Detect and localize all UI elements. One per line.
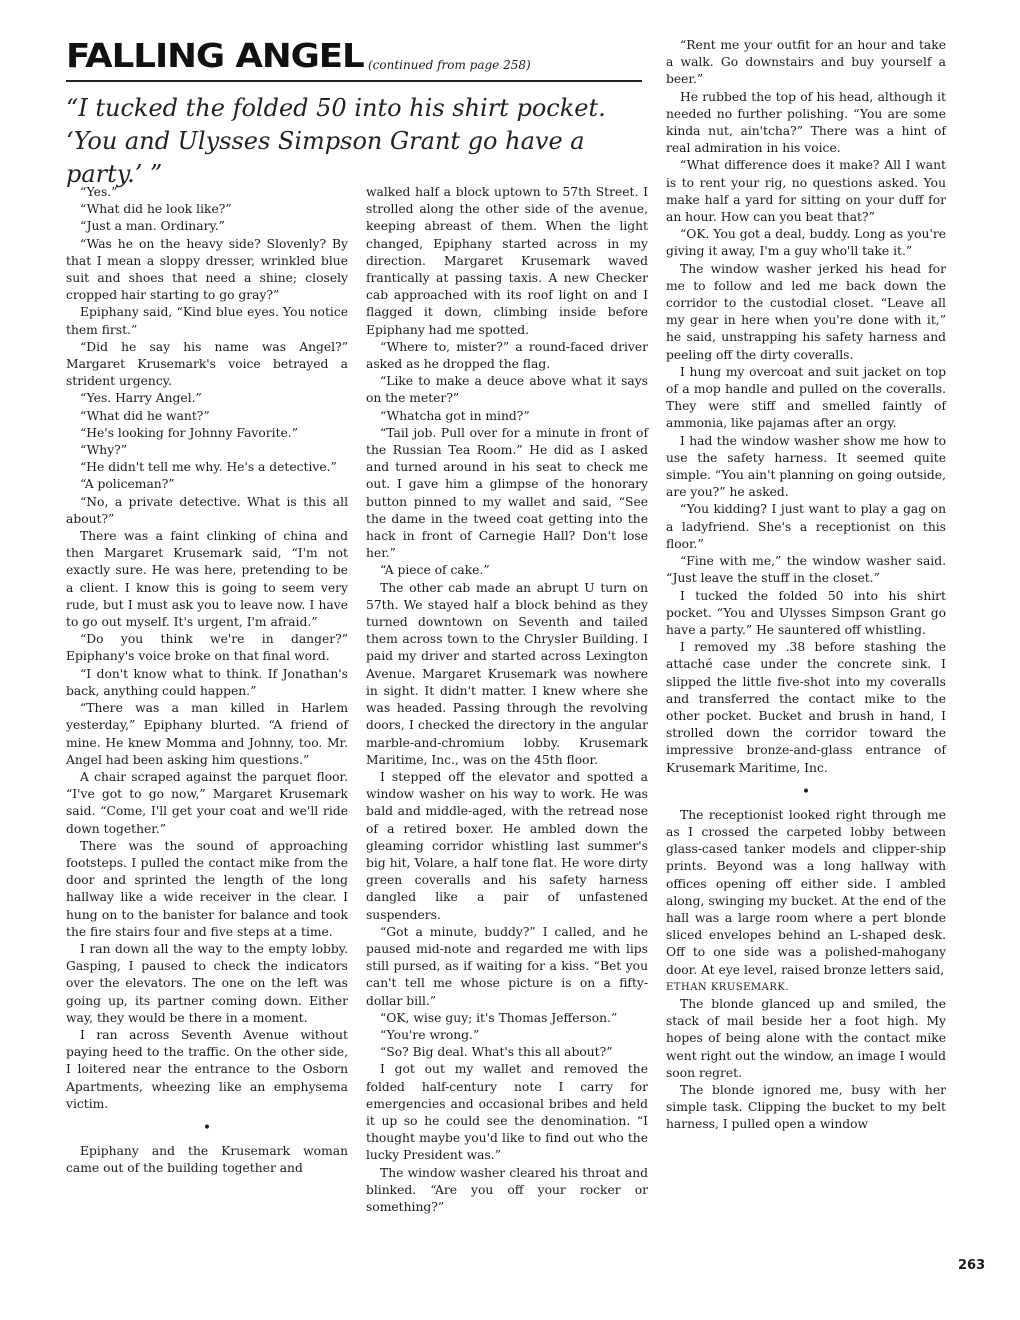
paragraph: He rubbed the top of his head, although it needed no further polishing. “You are some kinda nut, ain'tcha?” There was a hint of real admiration in his voice. (666, 89, 946, 156)
paragraph: The window washer jerked his head for me to follow and led me back down the corridor to the custodial closet. “Leave all my gear in here when you're done with it,” he said, unstrapping his safety harness and peeling off the dirty coveralls. (666, 261, 946, 362)
paragraph: The blonde glanced up and smiled, the stack of mail beside her a foot high. My hopes of being alone with the contact mike went right out the window, an image I would soon regret. (666, 996, 946, 1080)
column-3 (666, 37, 946, 1134)
paragraph: walked half a block uptown to 57th Street. I strolled along the other side of the avenue, keeping abreast of them. When the light changed, Epiphany started across in my direction. Margaret Krusemark waved frantically at passing taxis. A new Checker cab approached with its roof light on and I flagged it down, climbing inside before Epiphany had me spotted. (366, 185, 648, 337)
paragraph: I removed my .38 before stashing the attaché case under the concrete sink. I slipped the little five-shot into my coveralls and transferred the contact mike to the other pocket. Bucket and brush in hand, I strolled down the corridor toward the impressive bronze-and-glass entrance of Krusemark Maritime, Inc. (666, 640, 946, 775)
section-bullet: • (801, 783, 811, 800)
paragraph: “OK. You got a deal, buddy. Long as you're giving it away, I'm a guy who'll take it.” (666, 227, 946, 259)
paragraph: “Like to make a deuce above what it says on the meter?” (366, 374, 648, 406)
paragraph: “I don't know what to think. If Jonathan's back, anything could happen.” (66, 666, 348, 698)
paragraph: I had the window washer show me how to use the safety harness. It seemed quite simple. “You ain't planning on going outside, are you?” he asked. (666, 433, 946, 500)
paragraph: “Why?” (80, 443, 128, 458)
paragraph: “A piece of cake.” (380, 563, 490, 578)
paragraph: “What did he look like?” (80, 202, 232, 217)
paragraph: “Just a man. Ordinary.” (80, 219, 225, 234)
paragraph: “Rent me your outfit for an hour and take a walk. Go downstairs and buy yourself a beer.” (666, 38, 946, 87)
paragraph: “A policeman?” (80, 477, 175, 492)
paragraph: “Was he on the heavy side? Slovenly? By that I mean a sloppy dresser, wrinkled blue suit and shoes that need a shine; closely cropped hair starting to go gray?” (66, 236, 348, 303)
paragraph: “Where to, mister?” a round-faced driver asked as he dropped the flag. (366, 339, 648, 372)
paragraph: Epiphany and the Krusemark woman came out of the building together and (66, 1143, 348, 1176)
paragraph: There was the sound of approaching footsteps. I pulled the contact mike from the door and sprinted the length of the long hallway like a wide receiver in the clear. I hung on to the banister for balance and took the fire stairs four and five steps at a time. (66, 838, 348, 939)
paragraph: “Got a minute, buddy?” I called, and he paused mid-note and regarded me with lips still pursed, as if waiting for a kiss. “Bet you can't tell me whose picture is on a fifty-dollar bill.” (366, 924, 648, 1008)
paragraph: The other cab made an abrupt U turn on 57th. We stayed half a block behind as they turned downtown on Seventh and tailed them across town to the Chrysler Building. I paid my driver and started across Lexington Avenue. Margaret Krusemark was nowhere in sight. It didn't matter. I knew where she was headed. Passing through the revolving doors, I checked the directory in the angular marble-and-chromium lobby. Krusemark Maritime, Inc., was on the 45th floor. (366, 580, 648, 767)
paragraph: I ran down all the way to the empty lobby. Gasping, I paused to check the indicators over the elevators. The one on the left was going up, its partner coming down. Either way, they would be there in a moment. (66, 941, 348, 1025)
paragraph: “He didn't tell me why. He's a detective.” (80, 460, 337, 475)
paragraph: I ran across Seventh Avenue without paying heed to the traffic. On the other side, I loitered near the entrance to the Osborn Apartments, wheezing like an emphysema victim. (66, 1027, 348, 1111)
paragraph: “OK, wise guy; it's Thomas Jefferson.” (380, 1010, 618, 1025)
article-title: FALLING ANGEL (66, 36, 364, 75)
paragraph: I stepped off the elevator and spotted a window washer on his way to work. He was bald and middle-aged, with the retread nose of a retired boxer. He ambled down the gleaming corridor whistling last summer's big hit, Volare, a half tone flat. He wore dirty green coveralls and his safety harness dangled like a pair of unfastened suspenders. (366, 769, 648, 922)
header-rule (66, 80, 642, 82)
paragraph: The window washer cleared his throat and blinked. “Are you off your rocker or something?” (366, 1165, 648, 1214)
paragraph: “He's looking for Johnny Favorite.” (80, 425, 299, 440)
paragraph: “Yes.” (80, 185, 118, 199)
paragraph: “So? Big deal. What's this all about?” (380, 1045, 613, 1060)
paragraph: I got out my wallet and removed the folded half-century note I carry for emergencies and occasional bribes and held it up so he could see the denomination. “I thought maybe you'd like to find out who the lucky President was.” (366, 1062, 648, 1163)
paragraph: “No, a private detective. What is this all about?” (66, 494, 348, 526)
paragraph: The blonde ignored me, busy with her simple task. Clipping the bucket to my belt harness, I pulled open a window (666, 1082, 946, 1132)
column-2 (366, 184, 648, 1216)
paragraph: “Tail job. Pull over for a minute in front of the Russian Tea Room.” He did as I asked and turned around in his seat to check me out. I gave him a glimpse of the honorary button pinned to my wallet and said, “See the dame in the tweed coat getting into the hack in front of Carnegie Hall? Don't lose her.” (366, 425, 648, 561)
column-1 (66, 184, 348, 1177)
paragraph: The receptionist looked right through me as I crossed the carpeted lobby between glass-cased tanker models and clipper-ship prints. Beyond was a long hallway with offices opening off either side. I ambled along, swinging my bucket. At the end of the hall was a large room where a pert blonde sliced envelopes behind an L-shaped desk. Off to one side was a polished-mahogany door. At eye level, raised bronze letters said, (666, 807, 946, 977)
paragraph: There was a faint clinking of china and then Margaret Krusemark said, “I'm not exactly sure. He was here, pretending to be a client. I know this is going to seem very rude, but I must ask you to leave now. I have to go out myself. It's urgent, I'm afraid.” (66, 529, 348, 630)
paragraph: “Do you think we're in danger?” Epiphany's voice broke on that final word. (66, 632, 348, 664)
paragraph: “Did he say his name was Angel?” Margaret Krusemark's voice betrayed a strident urgency. (66, 339, 348, 389)
paragraph: I hung my overcoat and suit jacket on top of a mop handle and pulled on the coveralls. They were stiff and smelled faintly of ammonia, like pajamas after an orgy. (666, 364, 946, 431)
paragraph: ETHAN KRUSEMARK. (666, 981, 790, 993)
paragraph: “What difference does it make? All I want is to rent your rig, no questions asked. You make half a yard for sitting on your duff for an hour. How can you beat that?” (666, 158, 946, 225)
pull-quote: “I tucked the folded 50 into his shirt pocket. ‘You and Ulysses Simpson Grant go have a party.’ ” (66, 94, 606, 188)
paragraph: “Whatcha got in mind?” (380, 408, 530, 423)
paragraph: “What did he want?” (80, 408, 210, 423)
paragraph: “There was a man killed in Harlem yesterday,” Epiphany blurted. “A friend of mine. He knew Momma and Johnny, too. Mr. Angel had been asking him questions.” (66, 701, 348, 767)
paragraph: I tucked the folded 50 into his shirt pocket. “You and Ulysses Simpson Grant go have a party.” He sauntered off whistling. (666, 588, 946, 637)
paragraph: A chair scraped against the parquet floor. “I've got to go now,” Margaret Krusemark said. “Come, I'll get your coat and we'll ride down together.” (66, 769, 348, 836)
page-number: 263 (958, 1258, 986, 1273)
paragraph: “You kidding? I just want to play a gag on a ladyfriend. She's a receptionist on this floor.” (666, 502, 946, 551)
paragraph: Epiphany said, “Kind blue eyes. You notice them first.” (66, 305, 348, 337)
paragraph: “You're wrong.” (380, 1027, 480, 1042)
paragraph: “Yes. Harry Angel.” (80, 391, 202, 406)
continued-note: (continued from page 258) (368, 58, 531, 72)
paragraph: “Fine with me,” the window washer said. “Just leave the stuff in the closet.” (666, 554, 946, 586)
section-bullet: • (202, 1119, 212, 1136)
